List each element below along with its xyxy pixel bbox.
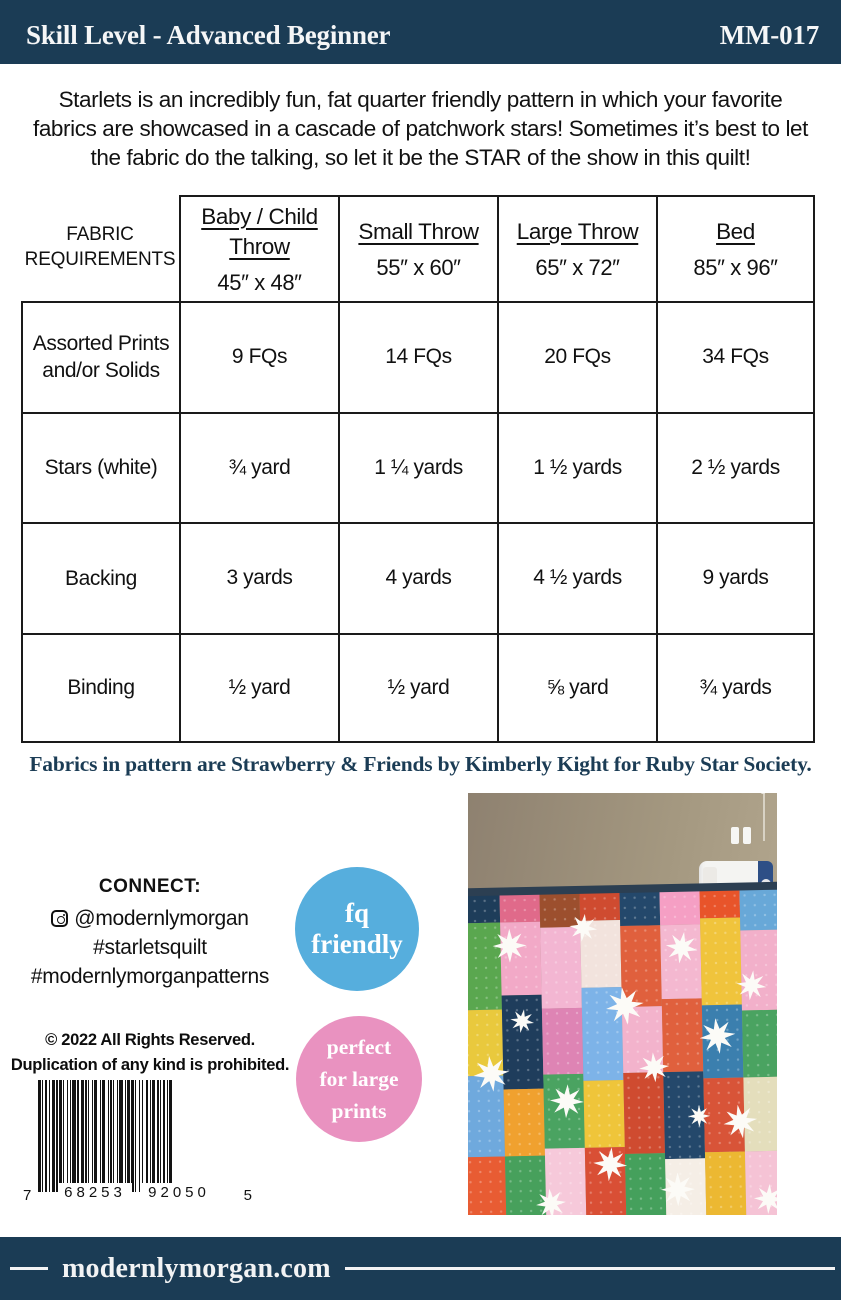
footer-bar <box>0 1237 841 1300</box>
fabric-patch <box>620 892 661 926</box>
quilt <box>468 890 777 1215</box>
table-cell: 2 ½ yards <box>656 412 815 523</box>
table-cell: 20 FQs <box>497 301 656 412</box>
upc-barcode <box>23 1080 252 1212</box>
fabric-patch <box>502 995 544 1089</box>
row-label-backing: Backing <box>21 522 179 633</box>
barcode-digit-right: 5 <box>243 1187 252 1204</box>
quilt-column <box>620 892 667 1215</box>
table-cell: 1 ¼ yards <box>338 412 497 523</box>
column-header-bed: Bed 85″ x 96″ <box>656 195 815 301</box>
fabric-patch <box>659 891 700 925</box>
hashtag-modernlymorganpatterns: #modernlymorganpatterns <box>30 964 270 988</box>
fabric-patch <box>540 894 581 928</box>
fabric-patch <box>623 1073 665 1154</box>
fabric-patch <box>504 1088 545 1156</box>
fabric-patch <box>625 1153 667 1215</box>
table-cell: ½ yard <box>179 633 338 744</box>
connect-heading: CONNECT: <box>98 876 202 897</box>
thread-spool <box>731 827 739 844</box>
header-bar <box>0 0 841 64</box>
table-cell: ¾ yard <box>179 412 338 523</box>
fabric-patch <box>500 921 542 995</box>
badge-perfect-large-prints: perfect for large prints <box>296 1016 422 1142</box>
column-header-baby-child: Baby / Child Throw 45″ x 48″ <box>179 195 338 301</box>
row-label-binding: Binding <box>21 633 179 744</box>
fabric-patch <box>660 925 702 999</box>
table-cell: 9 yards <box>656 522 815 633</box>
fabric-patch <box>468 1156 507 1215</box>
quilt-column <box>699 891 746 1215</box>
fabric-patch <box>468 922 502 1010</box>
quilt-column <box>540 894 587 1215</box>
intro-paragraph: Starlets is an incredibly fun, fat quarter friendly pattern in which your favorite fabrics are showcased in a cascade of patchwork stars! Sometimes it’s best to let the fabric do the talking, so let it be the STAR of the show in this quilt! <box>32 87 809 170</box>
footer-rule-left <box>10 1267 48 1270</box>
fabric-patch <box>743 1077 777 1151</box>
fabric-patch <box>700 917 742 1005</box>
website-url: modernlymorgan.com <box>62 1252 331 1284</box>
column-header-small-throw: Small Throw 55″ x 60″ <box>338 195 497 301</box>
table-cell: 4 yards <box>338 522 497 633</box>
skill-level-label: Skill Level - Advanced Beginner <box>26 19 391 50</box>
quilt-photo <box>468 793 777 1215</box>
fabric-patch <box>583 1080 624 1148</box>
fabric-patch <box>705 1151 747 1215</box>
thread-spool <box>743 827 751 844</box>
row-label-assorted-prints: Assorted Prints and/or Solids <box>21 301 179 412</box>
table-cell: ¾ yards <box>656 633 815 744</box>
table-cell: ⅝ yard <box>497 633 656 744</box>
fabric-patch <box>580 893 621 921</box>
fabric-patch <box>742 1010 777 1078</box>
fabric-patch <box>740 930 777 1011</box>
badge-fq-friendly: fq friendly <box>295 867 419 991</box>
barcode-digit-left: 7 <box>23 1187 32 1204</box>
table-cell: 34 FQs <box>656 301 815 412</box>
fabric-patch <box>468 896 500 924</box>
thread-wire <box>763 793 765 841</box>
fabric-patch <box>540 927 582 1008</box>
fabric-patch <box>468 1076 505 1157</box>
table-cell: 1 ½ yards <box>497 412 656 523</box>
fabric-patch <box>505 1155 547 1215</box>
pattern-code: MM-017 <box>719 19 819 50</box>
fabric-patch <box>699 891 740 919</box>
instagram-handle: @modernlymorgan <box>16 905 284 934</box>
fabric-patch <box>739 890 777 931</box>
fabric-patch <box>542 1007 583 1075</box>
footer-rule-right <box>345 1267 835 1270</box>
quilt-column <box>739 890 777 1215</box>
copyright-notice: © 2022 All Rights Reserved. Duplication of any kind is prohibited. <box>10 1031 290 1074</box>
table-corner-header: FABRIC REQUIREMENTS <box>24 224 176 270</box>
table-cell: 9 FQs <box>179 301 338 412</box>
fabric-patch <box>543 1074 585 1148</box>
hashtag-starletsquilt: #starletsquilt <box>93 935 207 959</box>
fabric-patch <box>500 895 541 923</box>
fabric-patch <box>620 926 662 1007</box>
fabric-patch <box>662 998 704 1072</box>
barcode-group-1: 68253 <box>58 1183 132 1202</box>
fabric-requirements-table <box>21 195 815 743</box>
table-cell: ½ yard <box>338 633 497 744</box>
row-label-stars-white: Stars (white) <box>21 412 179 523</box>
barcode-group-2: 92050 <box>142 1183 216 1202</box>
connect-block <box>16 876 284 992</box>
barcode-bars <box>38 1080 238 1192</box>
table-cell: 4 ½ yards <box>497 522 656 633</box>
table-cell: 3 yards <box>179 522 338 633</box>
instagram-icon <box>51 910 68 927</box>
column-header-large-throw: Large Throw 65″ x 72″ <box>497 195 656 301</box>
table-cell: 14 FQs <box>338 301 497 412</box>
fabrics-credit-note: Fabrics in pattern are Strawberry & Friends by Kimberly Kight for Ruby Star Society. <box>29 752 812 776</box>
